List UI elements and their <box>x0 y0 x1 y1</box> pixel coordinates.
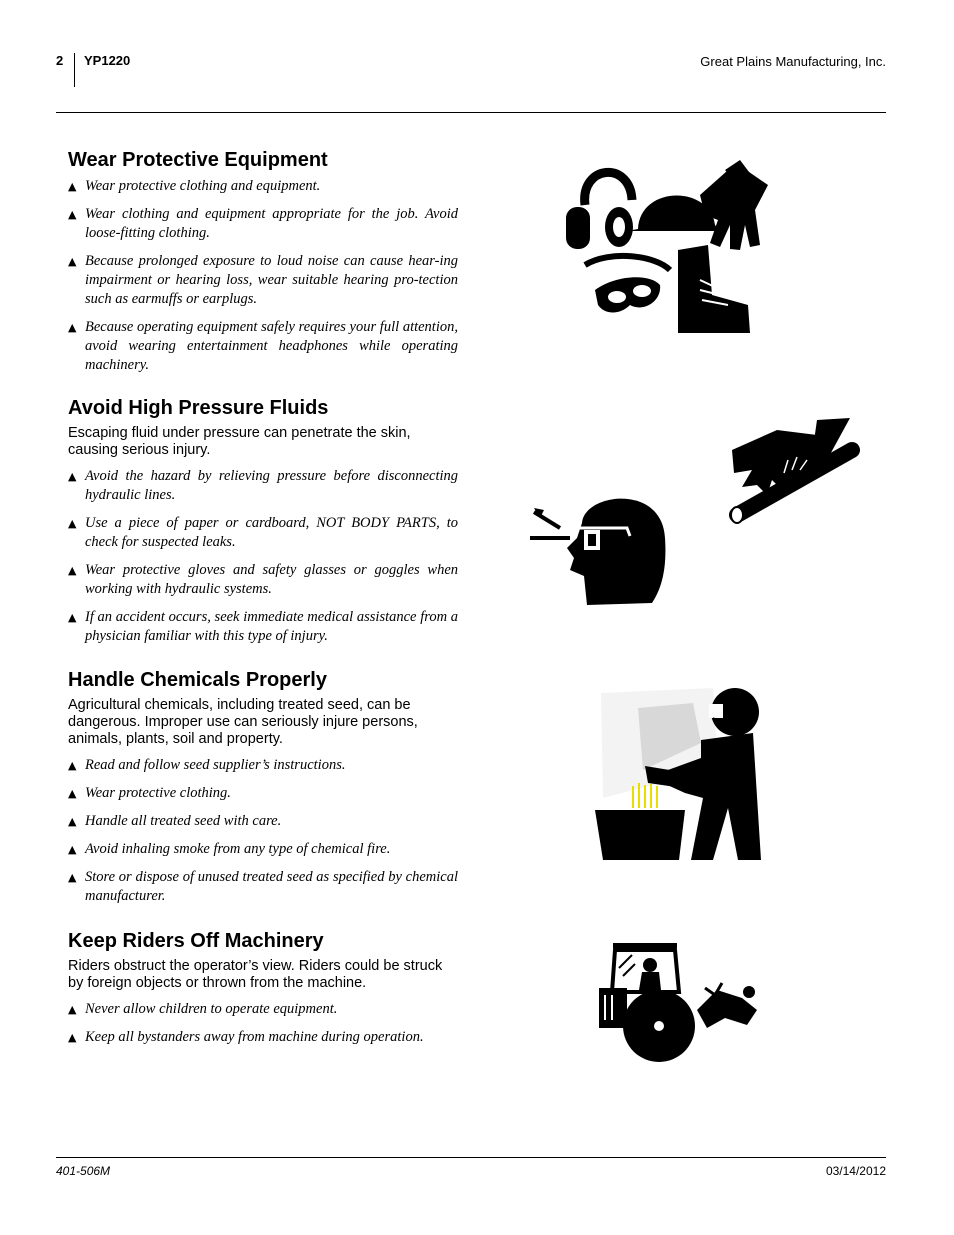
section-keep-riders-off <box>68 929 458 1056</box>
list-item: ▲ Wear clothing and equipment appropriate for the job. Avoid loose-fitting clothing. <box>68 206 458 241</box>
bullet-list <box>68 1000 458 1047</box>
projectile-icon <box>530 512 570 538</box>
section-title: Avoid High Pressure Fluids <box>68 397 329 419</box>
list-item: ▲ Wear protective clothing. <box>68 785 231 801</box>
goggles-icon <box>595 277 660 312</box>
earmuff-left-icon <box>566 207 590 249</box>
section-high-pressure-fluids <box>68 396 458 655</box>
list-item: ▲ Store or dispose of unused treated seed as specified by chemical manufacturer. <box>68 869 458 904</box>
head-silhouette-icon <box>567 499 665 605</box>
triangle-bullet-icon: ▲ <box>68 871 77 884</box>
revision-date: 03/14/2012 <box>825 1164 886 1178</box>
protective-equipment-illustration <box>560 155 780 340</box>
triangle-bullet-icon: ▲ <box>68 1031 77 1044</box>
chemical-handling-illustration <box>593 688 768 863</box>
list-item: ▲ Wear protective clothing and equipment. <box>68 178 321 194</box>
list-item: ▲ Keep all bystanders away from machine during operation. <box>68 1029 424 1045</box>
list-item: ▲ Avoid inhaling smoke from any type of chemical fire. <box>68 841 391 857</box>
triangle-bullet-icon: ▲ <box>68 843 77 856</box>
list-item: ▲ Because prolonged exposure to loud noise can cause hear-ing impairment or hearing loss, wear suitable hearing pro-tection such as earmuffs or earplugs. <box>68 253 458 307</box>
list-item: ▲ Handle all treated seed with care. <box>68 813 282 829</box>
list-item: ▲ Read and follow seed supplier’s instructions. <box>68 757 346 773</box>
section-handle-chemicals <box>68 668 458 915</box>
safety-glasses-head-illustration <box>522 488 672 608</box>
header-divider <box>74 53 75 87</box>
triangle-bullet-icon: ▲ <box>68 611 77 624</box>
rider-head-icon <box>743 986 755 998</box>
page-number: 2 <box>56 53 64 68</box>
list-item: ▲ Because operating equipment safely requires your full attention, avoid wearing entertainment headphones while operating machinery. <box>68 319 458 373</box>
tractor-rider-illustration <box>597 940 762 1065</box>
triangle-bullet-icon: ▲ <box>68 815 77 828</box>
triangle-bullet-icon: ▲ <box>68 180 77 193</box>
bullet-list <box>68 467 458 646</box>
goggles-strap-icon <box>585 256 670 270</box>
section-title: Wear Protective Equipment <box>68 149 328 171</box>
bullet-list <box>68 177 458 375</box>
earmuffs-band-icon <box>585 172 632 205</box>
section-title: Keep Riders Off Machinery <box>68 930 324 952</box>
header-rule <box>56 112 886 113</box>
list-item: ▲ If an accident occurs, seek immediate medical assistance from a physician familiar with this type of injury. <box>68 609 458 644</box>
triangle-bullet-icon: ▲ <box>68 787 77 800</box>
triangle-bullet-icon: ▲ <box>68 564 77 577</box>
section-title: Handle Chemicals Properly <box>68 669 327 691</box>
section-protective-equipment <box>68 148 458 384</box>
operator-icon <box>643 958 657 972</box>
list-item: ▲ Never allow children to operate equipment. <box>68 1001 338 1017</box>
triangle-bullet-icon: ▲ <box>68 517 77 530</box>
section-intro: Escaping fluid under pressure can penetrate the skin, causing serious injury. <box>68 425 411 458</box>
cab-roof-icon <box>613 943 677 948</box>
list-item: ▲ Wear protective gloves and safety glasses or goggles when working with hydraulic systems. <box>68 562 458 597</box>
section-intro: Agricultural chemicals, including treated seed, can be dangerous. Improper use can seriously injure persons, animals, plants, soil and property. <box>68 697 418 747</box>
company-name: Great Plains Manufacturing, Inc. <box>700 54 886 69</box>
triangle-bullet-icon: ▲ <box>68 1003 77 1016</box>
model-name: YP1220 <box>84 53 131 68</box>
list-item: ▲ Use a piece of paper or cardboard, NOT BODY PARTS, to check for suspected leaks. <box>68 515 458 550</box>
boot-icon <box>678 245 750 333</box>
triangle-bullet-icon: ▲ <box>68 255 77 268</box>
hopper-icon <box>595 810 685 860</box>
hydraulic-leak-hand-illustration <box>722 415 862 530</box>
triangle-bullet-icon: ▲ <box>68 470 77 483</box>
footer-rule <box>56 1157 886 1158</box>
bullet-list <box>68 756 458 906</box>
document-number: 401-506M <box>56 1164 111 1178</box>
section-intro: Riders obstruct the operator’s view. Riders could be struck by foreign objects or thrown from the machine. <box>68 958 443 991</box>
triangle-bullet-icon: ▲ <box>68 759 77 772</box>
list-item: ▲ Avoid the hazard by relieving pressure before disconnecting hydraulic lines. <box>68 468 458 503</box>
triangle-bullet-icon: ▲ <box>68 321 77 334</box>
triangle-bullet-icon: ▲ <box>68 208 77 221</box>
